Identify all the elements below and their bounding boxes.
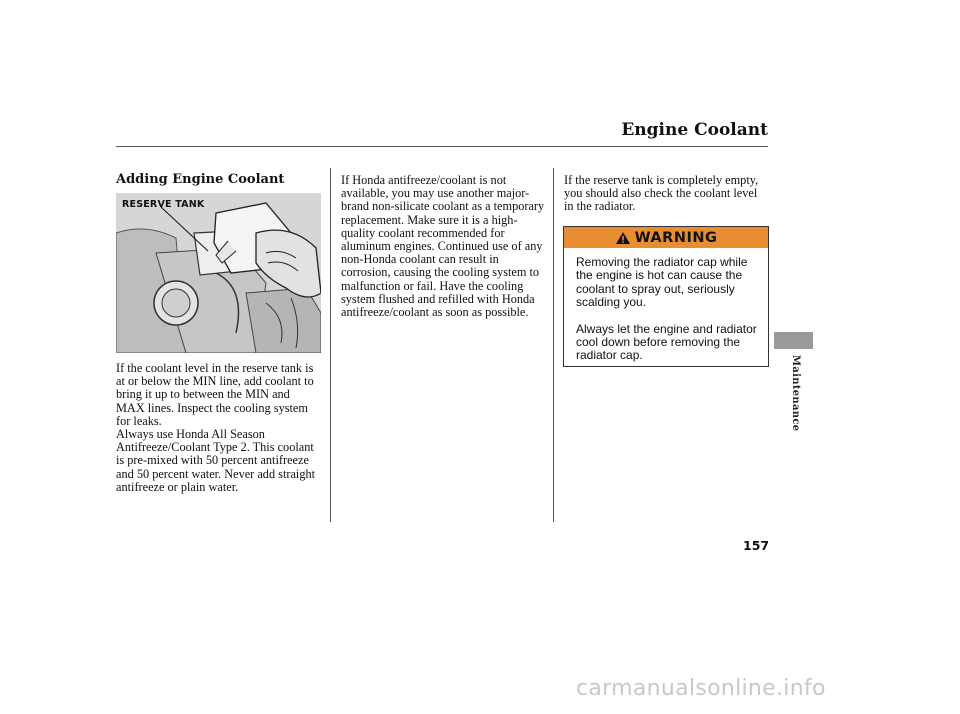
watermark: carmanualsonline.info — [576, 676, 826, 701]
warning-box — [563, 226, 769, 367]
warning-header — [564, 227, 768, 248]
warning-paragraph: Removing the radiator cap while the engine is hot can cause the coolant to spray out, seriously scalding you. — [576, 255, 748, 310]
paragraph: Always use Honda All Season Antifreeze/Coolant Type 2. This coolant is pre-mixed with 50 percent antifreeze and 50 percent water. Never add straight antifreeze or plain water. — [116, 427, 316, 494]
reserve-tank-illustration — [116, 193, 321, 353]
section-tab — [774, 332, 813, 349]
section-heading: Adding Engine Coolant — [116, 172, 285, 187]
section-tab-label: Maintenance — [790, 355, 801, 432]
page-number: 157 — [743, 538, 770, 553]
warning-body — [564, 248, 768, 363]
column-1-text — [116, 362, 321, 494]
column-divider — [553, 168, 554, 522]
paragraph: If the reserve tank is completely empty, you should also check the coolant level in the radiator. — [564, 173, 759, 214]
figure-label: RESERVE TANK — [122, 199, 205, 210]
warning-triangle-icon — [615, 231, 631, 245]
page-title: Engine Coolant — [621, 120, 768, 140]
column-3-text — [564, 174, 769, 214]
paragraph: If Honda antifreeze/coolant is not available, you may use another major-brand non-silicate coolant as a temporary replacement. Make sure it is a high-quality coolant recommended for aluminum engines. Continued use of any non-Honda coolant can result in corrosion, causing the cooling system to malfunction or fail. Have the cooling system flushed and refilled with Honda antifreeze/coolant as soon as possible. — [341, 173, 545, 320]
warning-paragraph: Always let the engine and radiator cool down before removing the radiator cap. — [576, 321, 757, 363]
engine-bay-drawing — [116, 193, 321, 353]
title-rule — [116, 146, 768, 147]
paragraph: If the coolant level in the reserve tank is at or below the MIN line, add coolant to bring it up to between the MIN and MAX lines. Inspect the cooling system for leaks. — [116, 361, 314, 428]
column-divider — [330, 168, 331, 522]
column-2-text — [341, 174, 549, 319]
warning-label: WARNING — [634, 229, 718, 246]
